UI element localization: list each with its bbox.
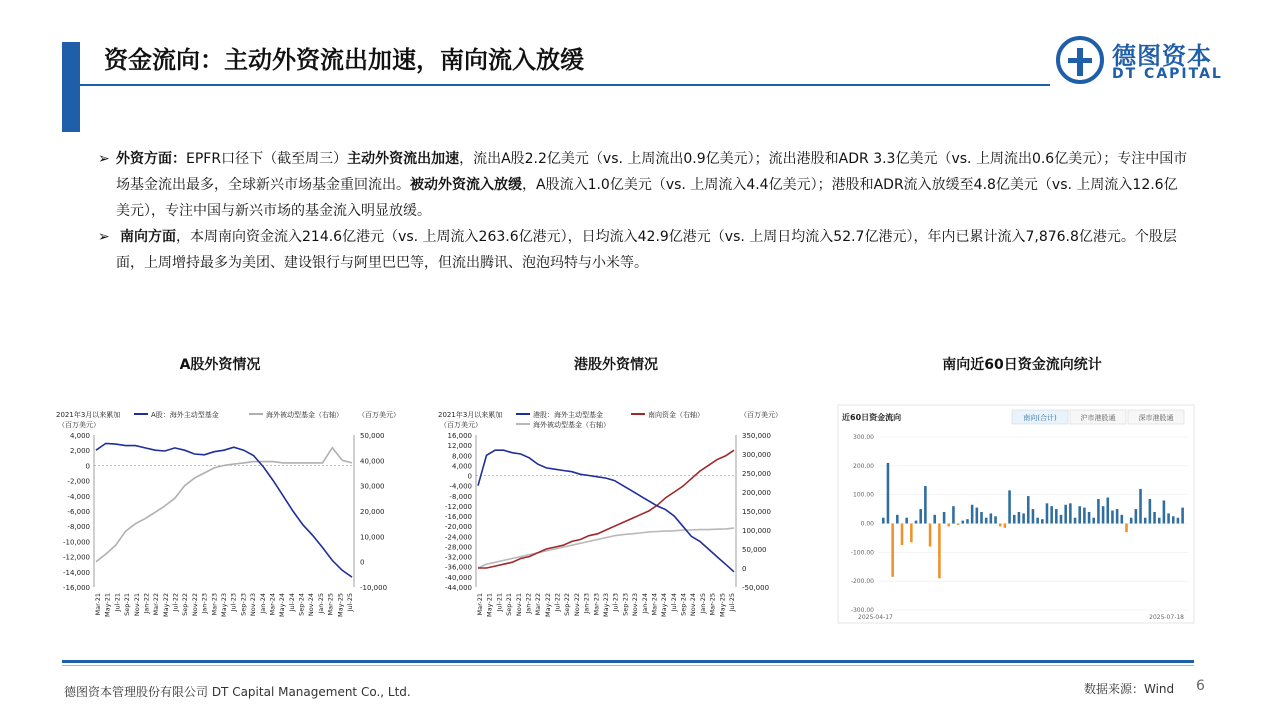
left-tick-label: -36,000 bbox=[444, 563, 472, 572]
bar bbox=[1125, 524, 1128, 533]
left-tick-label: -14,000 bbox=[62, 568, 90, 577]
bullet-emphasis: 主动外资流出加速 bbox=[347, 151, 460, 167]
right-tick-label: 40,000 bbox=[360, 457, 385, 466]
title-accent-bar bbox=[62, 42, 80, 132]
left-tick-label: -20,000 bbox=[444, 523, 472, 532]
right-tick-label: -50,000 bbox=[742, 584, 770, 592]
bar bbox=[1022, 513, 1025, 523]
tab-label: 深市港股通 bbox=[1138, 414, 1174, 422]
bar bbox=[1097, 499, 1100, 524]
x-tick-label: Mar-21 bbox=[94, 593, 102, 616]
x-tick-label: Jul-21 bbox=[113, 593, 122, 612]
left-tick-label: -12,000 bbox=[62, 553, 90, 562]
bar bbox=[1041, 519, 1044, 523]
bar bbox=[1060, 515, 1063, 524]
x-tick-label: Jan-23 bbox=[582, 593, 591, 614]
x-tick-label: Jul-24 bbox=[287, 593, 296, 612]
logo-english-text: DT CAPITAL bbox=[1112, 66, 1223, 82]
left-tick-label: -28,000 bbox=[444, 543, 472, 552]
left-tick-label: -10,000 bbox=[62, 538, 90, 547]
bullet-list bbox=[98, 146, 1188, 276]
bar bbox=[971, 505, 974, 524]
x-tick-label: Sep-21 bbox=[505, 593, 514, 616]
left-tick-label: 0 bbox=[85, 462, 90, 471]
x-start-label: 2025-04-17 bbox=[858, 614, 893, 621]
x-tick-label: Jan-24 bbox=[258, 593, 267, 614]
page-number: 6 bbox=[1196, 678, 1205, 694]
x-tick-label: May-23 bbox=[602, 593, 610, 617]
left-tick-label: -2,000 bbox=[67, 477, 90, 486]
bar bbox=[1153, 512, 1156, 524]
bar bbox=[887, 463, 890, 524]
footer-divider-thin bbox=[62, 665, 1194, 666]
bar bbox=[1050, 506, 1053, 523]
bullet-text: ，本周南向资金流入214.6亿港元（vs. 上周流入263.6亿港元），日均流入42.9亿港元（vs. 上周日均流入52.7亿港元），年内已累计流入7,876.8亿港元。个股层面，上周增持最多为美团、建设银行与阿里巴巴等，但流出腾讯、泡泡玛特与小米等。 bbox=[116, 229, 1177, 271]
left-tick-label: 2,000 bbox=[69, 447, 90, 456]
left-tick-label: -6,000 bbox=[67, 508, 90, 516]
bar bbox=[1069, 503, 1072, 523]
left-tick-label: 8,000 bbox=[451, 452, 472, 461]
legend-label: 海外被动型基金（右轴） bbox=[266, 411, 343, 419]
bar bbox=[1032, 509, 1035, 523]
right-tick-label: 0 bbox=[742, 565, 747, 573]
series-line bbox=[96, 448, 352, 562]
x-tick-label: Mar-25 bbox=[326, 593, 335, 616]
left-tick-label: -16,000 bbox=[62, 584, 90, 592]
logo-emblem-icon bbox=[1056, 36, 1104, 84]
x-tick-label: Jul-25 bbox=[728, 593, 736, 612]
x-tick-label: Mar-22 bbox=[152, 593, 161, 616]
x-tick-label: Mar-23 bbox=[592, 593, 601, 616]
bar bbox=[1046, 503, 1049, 523]
bar bbox=[1036, 518, 1039, 524]
x-tick-label: Mar-22 bbox=[534, 593, 543, 616]
bar bbox=[1055, 509, 1058, 523]
x-tick-label: Jul-22 bbox=[171, 593, 180, 612]
bar bbox=[962, 521, 965, 524]
x-tick-label: Sep-22 bbox=[181, 593, 190, 616]
right-unit: （百万美元） bbox=[740, 411, 782, 419]
bar bbox=[1064, 505, 1067, 524]
x-tick-label: Jul-25 bbox=[346, 593, 354, 612]
bar bbox=[924, 486, 927, 523]
right-tick-label: 150,000 bbox=[742, 508, 771, 516]
bar bbox=[1130, 518, 1133, 524]
x-tick-label: Sep-22 bbox=[563, 593, 572, 616]
dt-capital-logo bbox=[1056, 36, 1226, 86]
left-tick-label: 4,000 bbox=[69, 432, 90, 440]
bar bbox=[957, 524, 960, 525]
legend-label: 海外被动型基金（右轴） bbox=[533, 421, 610, 429]
x-tick-label: Jan-25 bbox=[698, 593, 707, 614]
y-tick-label: 0.00 bbox=[860, 520, 874, 528]
left-tick-label: -44,000 bbox=[444, 584, 472, 592]
right-tick-label: 300,000 bbox=[742, 451, 771, 459]
x-tick-label: May-23 bbox=[220, 593, 228, 617]
right-tick-label: -10,000 bbox=[360, 584, 388, 592]
bullet-text: ，A股流入1.0亿美元（vs. 上周流入4.4亿美元）；港股和ADR流入放缓至4.8亿美元（vs. 上周流入12.6亿美元），专注中国与新兴市场的基金流入明显放缓。 bbox=[116, 177, 1178, 219]
series-line bbox=[478, 450, 734, 572]
bar bbox=[901, 524, 904, 546]
x-tick-label: Jan-23 bbox=[200, 593, 209, 614]
legend-label: A股：海外主动型基金 bbox=[151, 411, 219, 419]
bullet-lead: 南向方面 bbox=[120, 229, 176, 245]
left-tick-label: -16,000 bbox=[444, 513, 472, 522]
bar bbox=[1139, 489, 1142, 524]
bar bbox=[1102, 506, 1105, 523]
x-tick-label: Jul-23 bbox=[611, 593, 620, 612]
right-tick-label: 100,000 bbox=[742, 527, 771, 535]
chart-hk-svg bbox=[436, 405, 782, 625]
logo-chinese-text: 德图资本 bbox=[1112, 42, 1212, 70]
right-unit: （百万美元） bbox=[358, 411, 400, 419]
legend-label: 南向资金（右轴） bbox=[648, 411, 704, 419]
bar bbox=[966, 519, 969, 523]
bar bbox=[1088, 512, 1091, 524]
footer-source: 数据来源：Wind bbox=[1084, 682, 1175, 696]
x-tick-label: Nov-21 bbox=[132, 593, 141, 617]
left-tick-label: 0 bbox=[467, 472, 472, 481]
bar bbox=[896, 515, 899, 524]
bar bbox=[943, 512, 946, 524]
x-tick-label: May-22 bbox=[161, 593, 170, 617]
bar bbox=[919, 509, 922, 523]
right-tick-label: 250,000 bbox=[742, 470, 771, 478]
x-tick-label: Mar-23 bbox=[210, 593, 219, 616]
bar bbox=[1158, 518, 1161, 524]
chart-note: 2021年3月以来累加 bbox=[56, 411, 121, 419]
right-tick-label: 0 bbox=[360, 558, 365, 567]
bar bbox=[980, 512, 983, 524]
bar bbox=[929, 524, 932, 547]
left-tick-label: -4,000 bbox=[449, 482, 472, 491]
x-tick-label: Nov-22 bbox=[190, 593, 199, 617]
chart-southbound-svg bbox=[838, 405, 1194, 625]
x-tick-label: Jul-23 bbox=[229, 593, 238, 612]
x-tick-label: Jul-24 bbox=[669, 593, 678, 612]
bar bbox=[1074, 518, 1077, 524]
y-tick-label: 200.00 bbox=[853, 462, 874, 470]
right-tick-label: 20,000 bbox=[360, 508, 385, 516]
bar bbox=[1106, 498, 1109, 524]
x-tick-label: Nov-23 bbox=[249, 593, 258, 617]
bar bbox=[1013, 515, 1016, 524]
x-tick-label: May-24 bbox=[660, 593, 669, 617]
x-tick-label: Sep-24 bbox=[679, 593, 688, 616]
bar bbox=[990, 513, 993, 523]
right-tick-label: 30,000 bbox=[360, 482, 385, 491]
y-tick-label: -200.00 bbox=[850, 578, 874, 586]
legend-label: 港股：海外主动型基金 bbox=[533, 411, 603, 419]
x-tick-label: May-25 bbox=[336, 593, 345, 617]
bar bbox=[1078, 506, 1081, 523]
right-tick-label: 50,000 bbox=[742, 546, 767, 554]
x-tick-label: Nov-22 bbox=[572, 593, 581, 617]
x-tick-label: Jan-24 bbox=[640, 593, 649, 614]
bullet-text: ，流出A股2.2亿美元（vs. 上周流出0.9亿美元）；流出港股和ADR 3.3亿美元（vs. 上周流出0.6亿美元）；专注中国市场基金流出最多，全球新兴市场基金重回流出。 bbox=[116, 151, 1188, 193]
bar bbox=[910, 524, 913, 543]
chart-hk bbox=[436, 405, 782, 625]
y-tick-label: -300.00 bbox=[850, 607, 874, 614]
bar bbox=[1083, 508, 1086, 524]
bar bbox=[999, 524, 1002, 527]
x-tick-label: Sep-23 bbox=[621, 593, 630, 616]
bar bbox=[1004, 524, 1007, 528]
x-tick-label: May-25 bbox=[718, 593, 727, 617]
x-end-label: 2025-07-18 bbox=[1149, 614, 1184, 621]
bar bbox=[994, 516, 997, 523]
x-tick-label: Mar-25 bbox=[708, 593, 717, 616]
bullet-lead: 外资方面： bbox=[116, 151, 186, 167]
y-tick-label: 100.00 bbox=[853, 491, 874, 499]
bar bbox=[985, 518, 988, 524]
bullet-arrow-icon: ➢ bbox=[98, 229, 110, 245]
bar bbox=[947, 524, 950, 527]
x-tick-label: May-21 bbox=[485, 593, 494, 617]
x-tick-label: Nov-24 bbox=[307, 593, 316, 617]
bar bbox=[933, 515, 936, 524]
bar bbox=[1149, 499, 1152, 524]
x-tick-label: Jan-25 bbox=[316, 593, 325, 614]
x-tick-label: Jul-21 bbox=[495, 593, 504, 612]
x-tick-label: Jan-22 bbox=[524, 593, 533, 614]
bar bbox=[1121, 515, 1124, 524]
x-tick-label: Sep-24 bbox=[297, 593, 306, 616]
chart-note: 2021年3月以来累加 bbox=[438, 411, 503, 419]
x-tick-label: Jan-22 bbox=[142, 593, 151, 614]
left-tick-label: -8,000 bbox=[67, 523, 90, 532]
left-tick-label: 16,000 bbox=[447, 432, 472, 440]
left-tick-label: -4,000 bbox=[67, 492, 90, 501]
left-tick-label: -40,000 bbox=[444, 573, 472, 582]
left-unit: （百万美元） bbox=[440, 421, 482, 429]
bar bbox=[938, 524, 941, 579]
right-tick-label: 350,000 bbox=[742, 432, 771, 440]
bar bbox=[952, 506, 955, 523]
bar bbox=[1181, 508, 1184, 524]
x-tick-label: Mar-24 bbox=[650, 593, 659, 616]
bullet-text: EPFR口径下（截至周三） bbox=[186, 151, 348, 167]
chart-title-hk: 港股外资情况 bbox=[574, 357, 658, 373]
bar bbox=[976, 508, 979, 524]
bullet-emphasis: 被动外资流入放缓 bbox=[410, 177, 522, 193]
bar bbox=[1144, 518, 1147, 524]
left-tick-label: -24,000 bbox=[444, 533, 472, 542]
bullet-arrow-icon: ➢ bbox=[98, 151, 110, 167]
left-tick-label: -32,000 bbox=[444, 553, 472, 562]
x-tick-label: May-24 bbox=[278, 593, 287, 617]
chart-a-share bbox=[54, 405, 400, 625]
bar bbox=[905, 518, 908, 524]
y-tick-label: 300.00 bbox=[853, 434, 874, 441]
x-tick-label: Jul-22 bbox=[553, 593, 562, 612]
bar bbox=[1092, 518, 1095, 524]
slide-title: 资金流向：主动外资流出加速，南向流入放缓 bbox=[104, 46, 584, 74]
bar bbox=[1135, 509, 1138, 523]
footer-divider bbox=[62, 660, 1194, 663]
tab-label: 南向(合计) bbox=[1023, 414, 1057, 422]
panel-title: 近60日资金流向 bbox=[842, 413, 902, 422]
right-tick-label: 200,000 bbox=[742, 489, 771, 497]
x-tick-label: May-21 bbox=[103, 593, 112, 617]
bar bbox=[1172, 516, 1175, 523]
bullet-southbound bbox=[98, 224, 1188, 276]
bullet-foreign-capital bbox=[98, 146, 1188, 224]
bar bbox=[1167, 513, 1170, 523]
left-tick-label: 4,000 bbox=[451, 462, 472, 471]
series-line bbox=[478, 450, 734, 568]
bar bbox=[1177, 518, 1180, 524]
bar bbox=[1027, 496, 1030, 523]
chart-southbound bbox=[838, 405, 1194, 625]
bar bbox=[891, 524, 894, 577]
right-tick-label: 10,000 bbox=[360, 533, 385, 542]
x-tick-label: May-22 bbox=[543, 593, 552, 617]
bar bbox=[1116, 509, 1119, 523]
x-tick-label: Nov-24 bbox=[689, 593, 698, 617]
bar bbox=[882, 518, 885, 524]
x-tick-label: Mar-21 bbox=[476, 593, 484, 616]
bar bbox=[1163, 500, 1166, 523]
chart-title-a-share: A股外资情况 bbox=[179, 357, 261, 373]
bar bbox=[1111, 511, 1114, 524]
chart-a-share-svg bbox=[54, 405, 400, 625]
series-line bbox=[478, 528, 734, 568]
right-tick-label: 50,000 bbox=[360, 432, 385, 440]
tab-label: 沪市港股通 bbox=[1080, 414, 1116, 422]
title-underline bbox=[80, 84, 1050, 86]
footer-company: 德图资本管理股份有限公司 DT Capital Management Co., Ltd. bbox=[64, 685, 411, 699]
left-tick-label: 12,000 bbox=[447, 442, 472, 451]
x-tick-label: Nov-23 bbox=[631, 593, 640, 617]
y-tick-label: -100.00 bbox=[850, 549, 874, 557]
bar bbox=[915, 521, 918, 524]
left-tick-label: -12,000 bbox=[444, 502, 472, 511]
left-unit: （百万美元） bbox=[58, 421, 100, 429]
x-tick-label: Sep-21 bbox=[123, 593, 132, 616]
x-tick-label: Mar-24 bbox=[268, 593, 277, 616]
bar bbox=[1018, 512, 1021, 524]
x-tick-label: Sep-23 bbox=[239, 593, 248, 616]
bar bbox=[1008, 490, 1011, 523]
left-tick-label: -8,000 bbox=[449, 492, 472, 501]
chart-title-southbound: 南向近60日资金流向统计 bbox=[942, 357, 1102, 373]
x-tick-label: Nov-21 bbox=[514, 593, 523, 617]
